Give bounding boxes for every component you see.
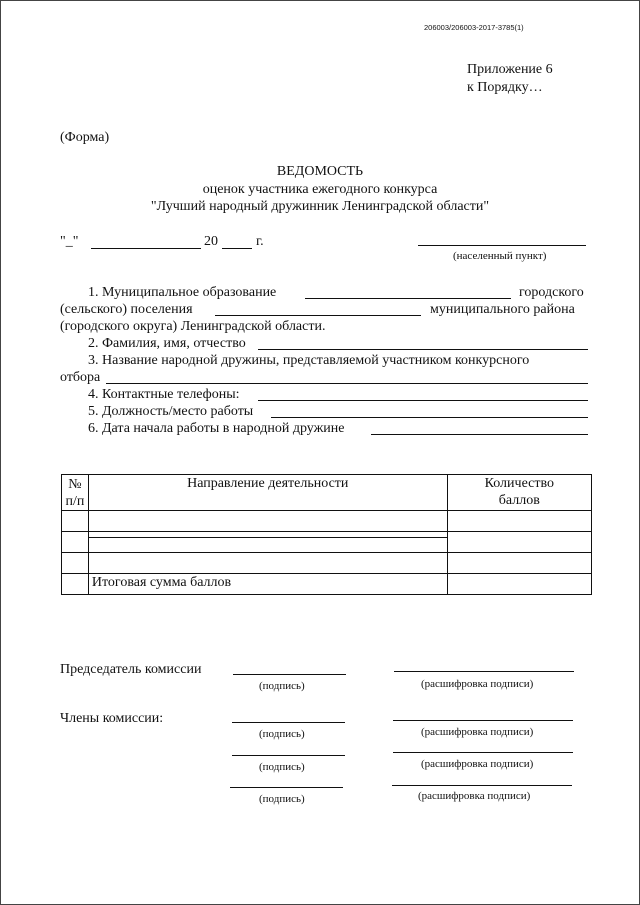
chairman-signature-line[interactable] <box>233 674 346 675</box>
date-year-suffix: г. <box>256 234 264 249</box>
document-subtitle-2: "Лучший народный дружинник Ленинградской области" <box>150 199 490 214</box>
table-cell[interactable] <box>88 532 447 553</box>
members-label: Члены комиссии: <box>60 711 164 726</box>
document-subtitle-1: оценок участника ежегодного конкурса <box>202 182 438 197</box>
table-cell[interactable] <box>62 511 89 532</box>
table-row[interactable] <box>62 511 592 532</box>
table-row[interactable] <box>62 532 592 553</box>
header-points-line-2: баллов <box>498 493 540 508</box>
position-field[interactable] <box>271 417 588 418</box>
field-4-label: 4. Контактные телефоны: <box>88 387 240 402</box>
member-2-name-caption: (расшифровка подписи) <box>421 758 534 770</box>
total-label: Итоговая сумма баллов <box>91 575 232 590</box>
form-label: (Форма) <box>60 130 110 145</box>
field-5-label: 5. Должность/место работы <box>88 404 254 419</box>
member-3-signature-line[interactable] <box>230 787 343 788</box>
member-2-signature-line[interactable] <box>232 755 345 756</box>
table-cell <box>62 574 89 595</box>
member-1-name-caption: (расшифровка подписи) <box>421 726 534 738</box>
chairman-signature-caption: (подпись) <box>259 680 305 692</box>
date-year-prefix: 20 <box>204 234 218 249</box>
date-day-field[interactable]: "_" <box>60 234 79 249</box>
table-cell[interactable] <box>447 553 591 574</box>
chairman-name-line[interactable] <box>394 671 574 672</box>
table-row[interactable] <box>62 553 592 574</box>
table-cell[interactable] <box>447 511 591 532</box>
header-points-line-1: Количество <box>484 476 554 491</box>
member-3-name-caption: (расшифровка подписи) <box>418 790 531 802</box>
table-cell[interactable] <box>62 532 89 553</box>
squad-name-field[interactable] <box>106 383 588 384</box>
document-id: 206003/206003-2017-3785(1) <box>424 23 524 32</box>
field-6-label: 6. Дата начала работы в народной дружине <box>88 421 345 436</box>
chairman-label: Председатель комиссии <box>60 662 202 677</box>
header-number-line-2: п/п <box>65 494 85 509</box>
table-cell[interactable] <box>62 553 89 574</box>
member-3-signature-caption: (подпись) <box>259 793 305 805</box>
total-value-cell[interactable] <box>447 574 591 595</box>
date-year-field[interactable] <box>222 248 252 249</box>
header-points <box>447 475 591 511</box>
header-activity <box>88 475 447 511</box>
table-header-row <box>62 475 592 511</box>
header-activity-label: Направление деятельности <box>187 476 349 491</box>
chairman-name-caption: (расшифровка подписи) <box>421 678 534 690</box>
total-label-cell <box>88 574 447 595</box>
member-2-name-line[interactable] <box>393 752 573 753</box>
field-1-settlement-label: (сельского) поселения <box>60 302 193 317</box>
full-name-field[interactable] <box>258 349 588 350</box>
phones-field[interactable] <box>258 400 588 401</box>
field-1-district-label: муниципального района <box>430 302 575 317</box>
cell-divider <box>89 537 447 538</box>
date-month-field[interactable] <box>91 248 201 249</box>
annex-line-1: Приложение 6 <box>467 62 553 77</box>
field-3-label-cont: отбора <box>60 370 101 385</box>
member-1-signature-line[interactable] <box>232 722 345 723</box>
annex-line-2: к Порядку… <box>467 80 543 95</box>
field-3-label: 3. Название народной дружины, представляемой участником конкурсного <box>88 353 530 368</box>
field-1-suffix: городского <box>519 285 584 300</box>
document-title: ВЕДОМОСТЬ <box>276 164 364 179</box>
header-number-line-1: № <box>68 477 82 492</box>
field-2-label: 2. Фамилия, имя, отчество <box>88 336 246 351</box>
locality-field[interactable] <box>418 245 586 246</box>
scores-table <box>61 474 592 595</box>
member-1-signature-caption: (подпись) <box>259 728 305 740</box>
member-3-name-line[interactable] <box>392 785 572 786</box>
table-cell[interactable] <box>88 511 447 532</box>
settlement-field[interactable] <box>215 315 421 316</box>
field-1-region-label: (городского округа) Ленинградской области. <box>60 319 326 334</box>
locality-caption: (населенный пункт) <box>453 250 547 262</box>
municipal-formation-field[interactable] <box>305 298 511 299</box>
member-2-signature-caption: (подпись) <box>259 761 305 773</box>
field-1-label: 1. Муниципальное образование <box>88 285 277 300</box>
start-date-field[interactable] <box>371 434 588 435</box>
member-1-name-line[interactable] <box>393 720 573 721</box>
table-total-row[interactable] <box>62 574 592 595</box>
header-number <box>62 475 89 511</box>
table-cell[interactable] <box>88 553 447 574</box>
table-cell[interactable] <box>447 532 591 553</box>
